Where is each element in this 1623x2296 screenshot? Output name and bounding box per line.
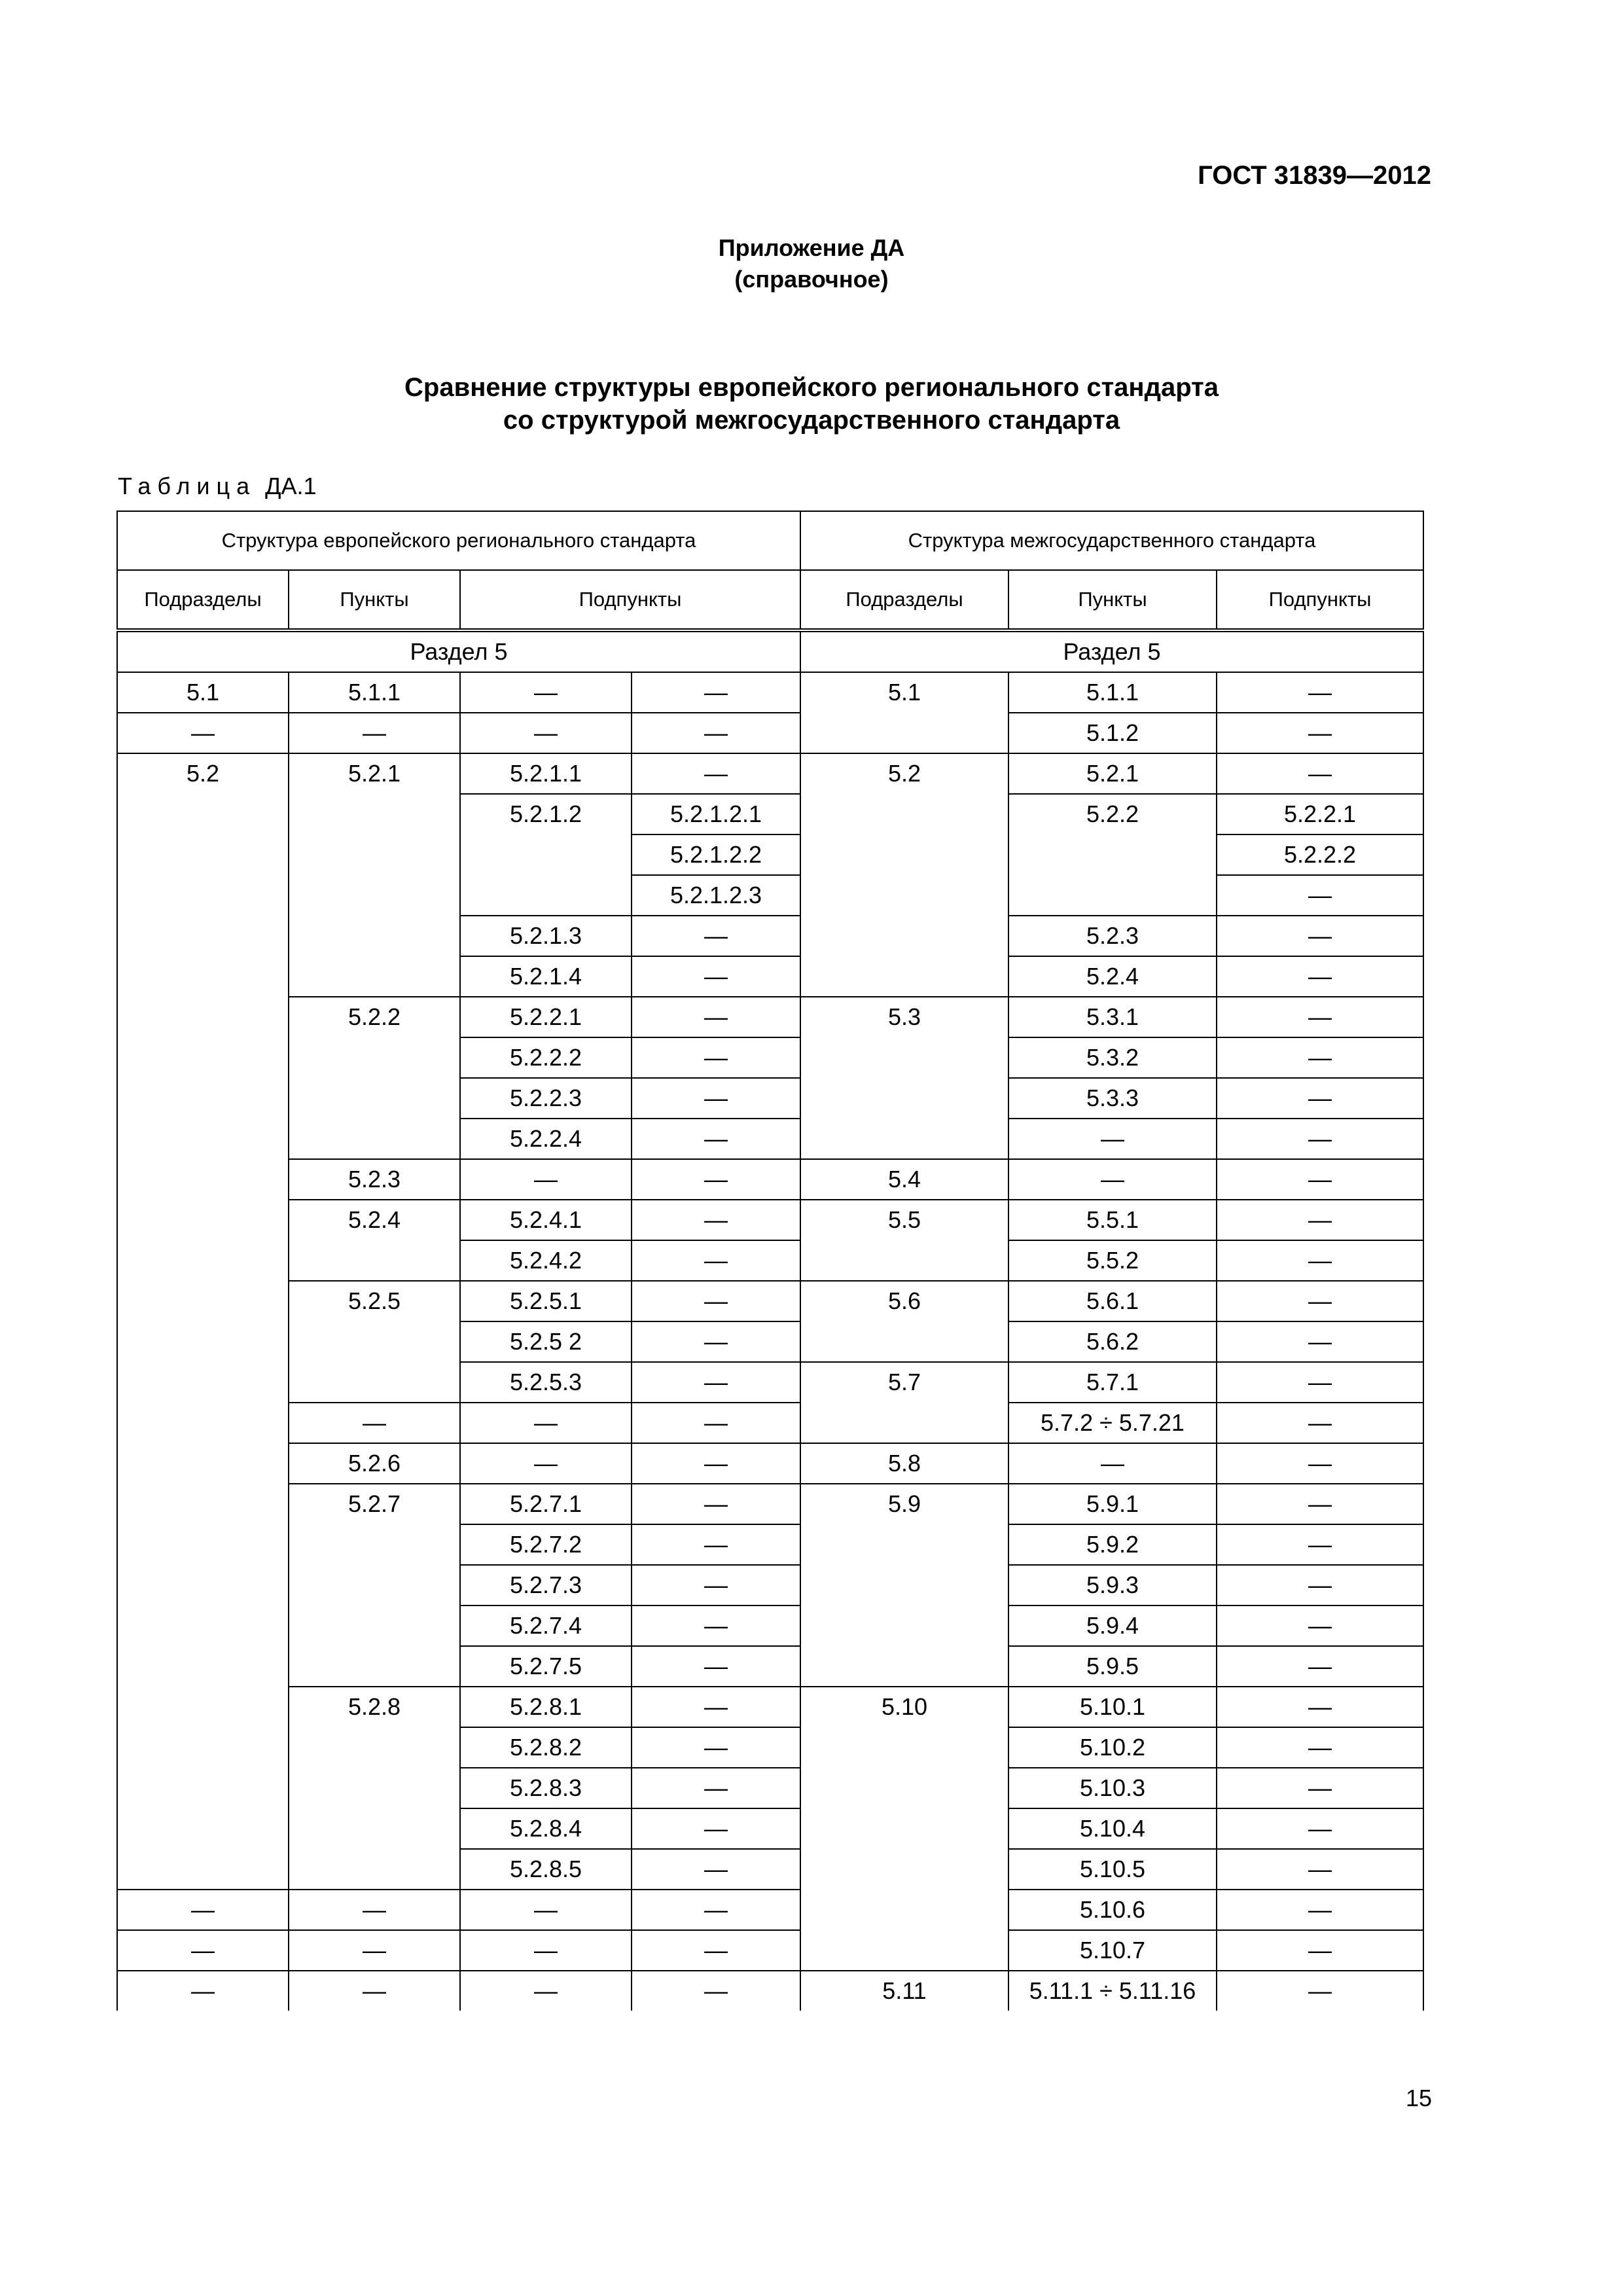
cell-mgs-point: 5.6.2 — [1008, 1321, 1217, 1362]
cell-eu-subpoint: 5.2.2.1 — [460, 997, 632, 1037]
cell-eu-subpoint: — — [460, 1971, 632, 2011]
col-header-eu-subsections: Подразделы — [117, 570, 289, 630]
cell-mgs-point: 5.11.1 ÷ 5.11.16 — [1008, 1971, 1217, 2011]
cell-mgs-subsection: 5.7 — [800, 1362, 1008, 1443]
cell-eu-subpoint: 5.2.8.3 — [460, 1768, 632, 1808]
cell-mgs-subsection: 5.10 — [800, 1687, 1008, 1971]
cell-eu-subsection: — — [117, 1971, 289, 2011]
cell-mgs-subpoint: — — [1217, 672, 1423, 713]
table-group-header-row — [117, 511, 1423, 570]
cell-eu-subpoint: 5.2.1.4 — [460, 956, 632, 997]
cell-mgs-subpoint: — — [1217, 1321, 1423, 1362]
cell-mgs-subpoint: 5.2.2.1 — [1217, 794, 1423, 834]
cell-mgs-subpoint: — — [1217, 1687, 1423, 1727]
group-header-eu: Структура европейского регионального стандарта — [117, 511, 800, 570]
cell-eu-point: — — [289, 713, 460, 753]
cell-eu-point: 5.2.4 — [289, 1200, 460, 1281]
cell-eu-subsubpoint: — — [632, 713, 800, 753]
cell-eu-subsubpoint: — — [632, 1687, 800, 1727]
cell-eu-subsubpoint: — — [632, 1646, 800, 1687]
cell-mgs-point: 5.2.2 — [1008, 794, 1217, 916]
cell-eu-subpoint: — — [460, 1890, 632, 1930]
cell-mgs-subsection: 5.6 — [800, 1281, 1008, 1362]
cell-eu-subpoint: 5.2.2.3 — [460, 1078, 632, 1119]
cell-eu-subsubpoint: — — [632, 1078, 800, 1119]
table-row — [117, 1930, 1423, 1971]
cell-mgs-subpoint: — — [1217, 1930, 1423, 1971]
cell-eu-point: 5.2.6 — [289, 1443, 460, 1484]
cell-eu-subsubpoint: — — [632, 1727, 800, 1768]
cell-mgs-subpoint: — — [1217, 1362, 1423, 1403]
cell-mgs-point: — — [1008, 1119, 1217, 1159]
cell-mgs-point: 5.3.3 — [1008, 1078, 1217, 1119]
cell-mgs-point: 5.10.4 — [1008, 1808, 1217, 1849]
cell-mgs-subpoint: — — [1217, 1565, 1423, 1605]
cell-eu-subpoint: — — [460, 1930, 632, 1971]
col-header-mgs-subsections: Подразделы — [800, 570, 1008, 630]
cell-eu-subsection: — — [117, 1930, 289, 1971]
cell-eu-subpoint: — — [460, 672, 632, 713]
cell-eu-subpoint: 5.2.5.1 — [460, 1281, 632, 1321]
cell-eu-point: 5.2.8 — [289, 1687, 460, 1890]
cell-eu-subsubpoint: — — [632, 1524, 800, 1565]
cell-mgs-subpoint: 5.2.2.2 — [1217, 834, 1423, 875]
cell-mgs-subpoint: — — [1217, 916, 1423, 956]
cell-eu-point: — — [289, 1403, 460, 1443]
cell-eu-subsubpoint: 5.2.1.2.3 — [632, 875, 800, 916]
cell-mgs-point: 5.1.1 — [1008, 672, 1217, 713]
table-row — [117, 1159, 1423, 1200]
cell-mgs-point: 5.9.1 — [1008, 1484, 1217, 1524]
cell-eu-subsubpoint: — — [632, 1808, 800, 1849]
cell-eu-subsection: 5.2 — [117, 753, 289, 1890]
cell-eu-subsubpoint: — — [632, 1281, 800, 1321]
cell-eu-subsubpoint: — — [632, 753, 800, 794]
cell-mgs-point: — — [1008, 1443, 1217, 1484]
cell-eu-subpoint: 5.2.7.1 — [460, 1484, 632, 1524]
table-row — [117, 1687, 1423, 1727]
cell-mgs-subpoint: — — [1217, 1849, 1423, 1890]
appendix-heading — [0, 232, 1623, 295]
cell-mgs-subpoint: — — [1217, 1443, 1423, 1484]
cell-eu-subsubpoint: — — [632, 672, 800, 713]
cell-mgs-subpoint: — — [1217, 1890, 1423, 1930]
page-title — [0, 371, 1623, 437]
cell-mgs-point: 5.10.3 — [1008, 1768, 1217, 1808]
cell-eu-subsubpoint: — — [632, 1321, 800, 1362]
cell-eu-subpoint: 5.2.5.3 — [460, 1362, 632, 1403]
cell-eu-subsubpoint: — — [632, 1849, 800, 1890]
page-number: 15 — [1405, 2085, 1432, 2111]
cell-eu-subsubpoint: — — [632, 1605, 800, 1646]
cell-eu-point: — — [289, 1930, 460, 1971]
table-caption — [118, 473, 317, 500]
table-row — [117, 1200, 1423, 1240]
cell-eu-subsubpoint: — — [632, 1484, 800, 1524]
cell-eu-subsubpoint: — — [632, 1565, 800, 1605]
col-header-eu-subpoints: Подпункты — [460, 570, 800, 630]
table-row — [117, 1484, 1423, 1524]
cell-mgs-subpoint: — — [1217, 1159, 1423, 1200]
cell-eu-subsubpoint: — — [632, 956, 800, 997]
cell-eu-subsubpoint: — — [632, 1971, 800, 2011]
cell-eu-subsubpoint: — — [632, 1159, 800, 1200]
cell-mgs-subpoint: — — [1217, 1646, 1423, 1687]
cell-mgs-subpoint: — — [1217, 1768, 1423, 1808]
cell-eu-subpoint: 5.2.1.1 — [460, 753, 632, 794]
cell-mgs-point: 5.10.1 — [1008, 1687, 1217, 1727]
table-row — [117, 1281, 1423, 1321]
cell-mgs-subsection: 5.1 — [800, 672, 1008, 753]
cell-mgs-subsection: 5.8 — [800, 1443, 1008, 1484]
cell-eu-point: — — [289, 1890, 460, 1930]
cell-mgs-subpoint: — — [1217, 1971, 1423, 2011]
cell-mgs-subpoint: — — [1217, 1524, 1423, 1565]
cell-eu-subpoint: 5.2.5 2 — [460, 1321, 632, 1362]
cell-eu-subsection: 5.1 — [117, 672, 289, 713]
cell-mgs-subpoint: — — [1217, 1808, 1423, 1849]
cell-eu-subpoint: 5.2.8.1 — [460, 1687, 632, 1727]
appendix-subtitle: (справочное) — [734, 266, 889, 293]
cell-eu-subpoint: 5.2.7.2 — [460, 1524, 632, 1565]
cell-mgs-subsection: 5.3 — [800, 997, 1008, 1159]
cell-mgs-subpoint: — — [1217, 1403, 1423, 1443]
col-header-eu-points: Пункты — [289, 570, 460, 630]
cell-mgs-point: 5.6.1 — [1008, 1281, 1217, 1321]
cell-mgs-subpoint: — — [1217, 997, 1423, 1037]
cell-eu-subsubpoint: — — [632, 916, 800, 956]
cell-mgs-point: 5.3.1 — [1008, 997, 1217, 1037]
cell-mgs-point: — — [1008, 1159, 1217, 1200]
cell-eu-subpoint: — — [460, 713, 632, 753]
cell-eu-subsubpoint: 5.2.1.2.1 — [632, 794, 800, 834]
cell-mgs-subpoint: — — [1217, 875, 1423, 916]
cell-mgs-subsection: 5.2 — [800, 753, 1008, 997]
comparison-table — [116, 511, 1424, 2011]
group-header-mgs: Структура межгосударственного стандарта — [800, 511, 1423, 570]
cell-mgs-subsection: 5.4 — [800, 1159, 1008, 1200]
table-row — [117, 753, 1423, 794]
cell-eu-subsubpoint: — — [632, 1443, 800, 1484]
table-column-header-row — [117, 570, 1423, 630]
cell-eu-subpoint: — — [460, 1403, 632, 1443]
table-row — [117, 713, 1423, 753]
title-line-2: со структурой межгосударственного стандарта — [503, 406, 1120, 435]
cell-eu-subsection: — — [117, 713, 289, 753]
cell-mgs-point: 5.9.4 — [1008, 1605, 1217, 1646]
cell-mgs-point: 5.5.1 — [1008, 1200, 1217, 1240]
cell-eu-subpoint: 5.2.8.4 — [460, 1808, 632, 1849]
cell-eu-subpoint: 5.2.7.3 — [460, 1565, 632, 1605]
cell-eu-subpoint: 5.2.2.4 — [460, 1119, 632, 1159]
cell-mgs-point: 5.7.1 — [1008, 1362, 1217, 1403]
cell-eu-point: 5.2.3 — [289, 1159, 460, 1200]
cell-mgs-subpoint: — — [1217, 1605, 1423, 1646]
cell-eu-subsubpoint: 5.2.1.2.2 — [632, 834, 800, 875]
appendix-title: Приложение ДА — [718, 234, 905, 261]
cell-mgs-subpoint: — — [1217, 1484, 1423, 1524]
table-caption-id: ДА.1 — [265, 473, 317, 499]
cell-mgs-subpoint: — — [1217, 1200, 1423, 1240]
table-row — [117, 1890, 1423, 1930]
cell-mgs-point: 5.2.3 — [1008, 916, 1217, 956]
cell-eu-subsection: — — [117, 1890, 289, 1930]
cell-mgs-point: 5.2.1 — [1008, 753, 1217, 794]
cell-eu-subpoint: 5.2.4.2 — [460, 1240, 632, 1281]
cell-eu-point: 5.1.1 — [289, 672, 460, 713]
col-header-mgs-subpoints: Подпункты — [1217, 570, 1423, 630]
cell-eu-point: 5.2.1 — [289, 753, 460, 997]
cell-eu-subsubpoint: — — [632, 1930, 800, 1971]
document-code: ГОСТ 31839—2012 — [1198, 161, 1431, 190]
cell-mgs-point: 5.10.2 — [1008, 1727, 1217, 1768]
table-row — [117, 672, 1423, 713]
cell-mgs-subpoint: — — [1217, 1727, 1423, 1768]
cell-mgs-subpoint: — — [1217, 1240, 1423, 1281]
cell-eu-subpoint: 5.2.1.2 — [460, 794, 632, 916]
cell-eu-subsubpoint: — — [632, 1119, 800, 1159]
cell-mgs-subpoint: — — [1217, 1037, 1423, 1078]
table-row — [117, 997, 1423, 1037]
cell-eu-point: 5.2.2 — [289, 997, 460, 1159]
cell-mgs-subpoint: — — [1217, 1078, 1423, 1119]
col-header-mgs-points: Пункты — [1008, 570, 1217, 630]
cell-eu-subsubpoint: — — [632, 1362, 800, 1403]
cell-eu-subpoint: — — [460, 1443, 632, 1484]
cell-mgs-point: 5.5.2 — [1008, 1240, 1217, 1281]
section-label-mgs: Раздел 5 — [800, 630, 1423, 672]
cell-mgs-point: 5.3.2 — [1008, 1037, 1217, 1078]
cell-mgs-point: 5.9.3 — [1008, 1565, 1217, 1605]
cell-mgs-subsection: 5.9 — [800, 1484, 1008, 1687]
cell-eu-subpoint: 5.2.2.2 — [460, 1037, 632, 1078]
cell-mgs-point: 5.9.5 — [1008, 1646, 1217, 1687]
title-line-1: Сравнение структуры европейского регионального стандарта — [404, 373, 1219, 402]
cell-mgs-subpoint: — — [1217, 1281, 1423, 1321]
cell-eu-point: — — [289, 1971, 460, 2011]
cell-mgs-subsection: 5.5 — [800, 1200, 1008, 1281]
cell-mgs-point: 5.10.6 — [1008, 1890, 1217, 1930]
cell-mgs-subpoint: — — [1217, 956, 1423, 997]
table-section-row — [117, 630, 1423, 672]
table-row — [117, 1443, 1423, 1484]
cell-eu-subsubpoint: — — [632, 997, 800, 1037]
cell-eu-subsubpoint: — — [632, 1240, 800, 1281]
cell-mgs-point: 5.10.5 — [1008, 1849, 1217, 1890]
cell-eu-subsubpoint: — — [632, 1890, 800, 1930]
cell-mgs-subpoint: — — [1217, 753, 1423, 794]
cell-eu-subpoint: 5.2.7.4 — [460, 1605, 632, 1646]
cell-mgs-point: 5.2.4 — [1008, 956, 1217, 997]
cell-mgs-point: 5.10.7 — [1008, 1930, 1217, 1971]
cell-mgs-subpoint: — — [1217, 1119, 1423, 1159]
cell-eu-point: 5.2.7 — [289, 1484, 460, 1687]
cell-eu-subsubpoint: — — [632, 1403, 800, 1443]
cell-mgs-point: 5.9.2 — [1008, 1524, 1217, 1565]
cell-mgs-point: 5.7.2 ÷ 5.7.21 — [1008, 1403, 1217, 1443]
section-label-eu: Раздел 5 — [117, 630, 800, 672]
table-caption-word: Таблица — [118, 473, 257, 499]
cell-mgs-subsection: 5.11 — [800, 1971, 1008, 2011]
cell-eu-subpoint: 5.2.8.5 — [460, 1849, 632, 1890]
cell-eu-subpoint: 5.2.1.3 — [460, 916, 632, 956]
cell-eu-subpoint: 5.2.4.1 — [460, 1200, 632, 1240]
cell-eu-subsubpoint: — — [632, 1037, 800, 1078]
table-row — [117, 1403, 1423, 1443]
cell-eu-point: 5.2.5 — [289, 1281, 460, 1403]
cell-eu-subsubpoint: — — [632, 1200, 800, 1240]
cell-eu-subpoint: — — [460, 1159, 632, 1200]
cell-mgs-subpoint: — — [1217, 713, 1423, 753]
cell-eu-subsubpoint: — — [632, 1768, 800, 1808]
cell-mgs-point: 5.1.2 — [1008, 713, 1217, 753]
cell-eu-subpoint: 5.2.7.5 — [460, 1646, 632, 1687]
table-row — [117, 1971, 1423, 2011]
cell-eu-subpoint: 5.2.8.2 — [460, 1727, 632, 1768]
